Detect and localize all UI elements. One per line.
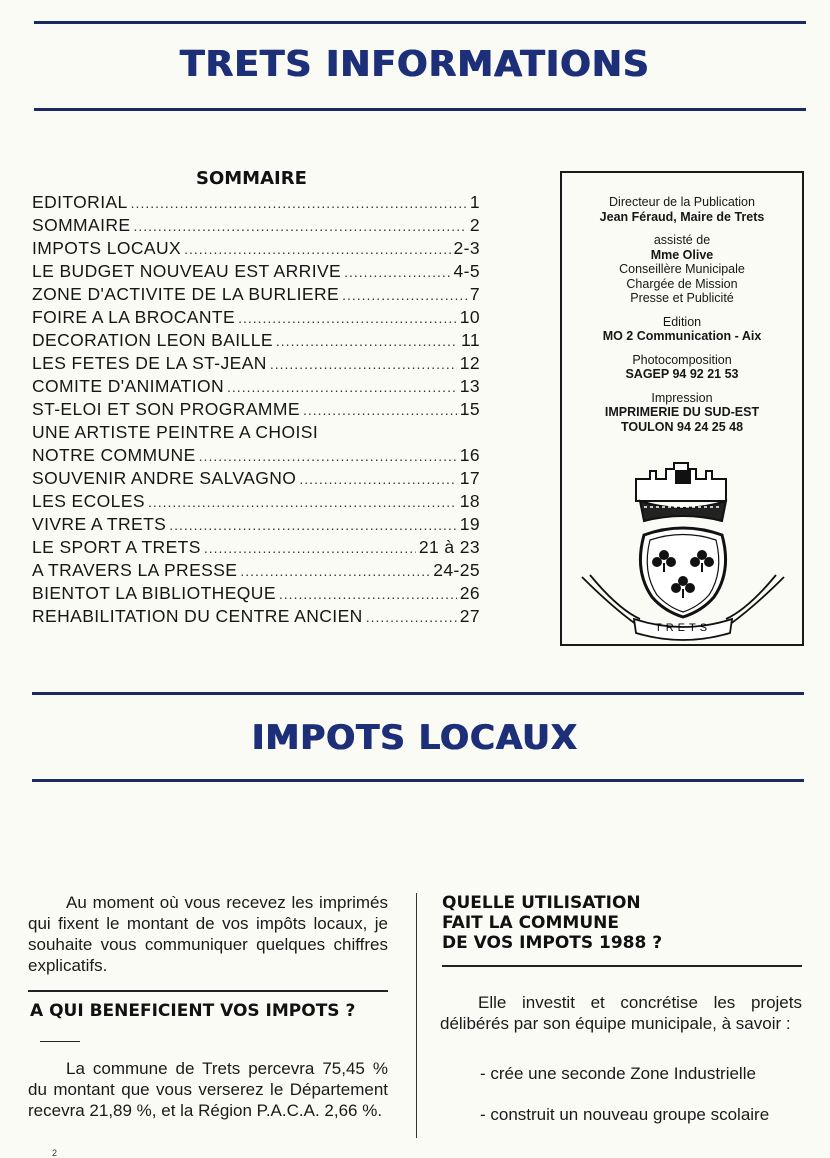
director-name: Jean Féraud, Maire de Trets <box>599 209 765 224</box>
toc-leader-dots <box>184 241 450 257</box>
toc-entry <box>32 537 480 560</box>
toc-entry-label: COMITE D'ANIMATION <box>32 376 225 396</box>
page-number: 2 <box>52 1148 58 1158</box>
right-heading-rule <box>442 965 802 967</box>
toc-entry-label: LES ECOLES <box>32 491 145 511</box>
toc-entry-label: UNE ARTISTE PEINTRE A CHOISI <box>32 422 319 442</box>
assist-role-3: Presse et Publicité <box>630 291 734 305</box>
toc-entry <box>32 261 480 284</box>
toc-entry-page: 16 <box>459 445 480 465</box>
print-label: Impression <box>651 390 713 405</box>
toc-entry <box>32 560 480 583</box>
intro-paragraph: Au moment où vous recevez les imprimés qui fixent le montant de vos impôts locaux, je souhaite vous communiquer quelques chiffres explicatifs. <box>28 893 388 975</box>
toc-entry-label: SOMMAIRE <box>32 215 131 235</box>
top-rule-lower <box>34 108 806 111</box>
toc-entry <box>32 307 480 330</box>
toc-entry-page: 10 <box>459 307 480 327</box>
table-of-contents <box>32 192 480 629</box>
toc-entry-page: 27 <box>459 606 480 626</box>
toc-entry-label: SOUVENIR ANDRE SALVAGNO <box>32 468 297 488</box>
toc-entry-label: A TRAVERS LA PRESSE <box>32 560 238 580</box>
toc-leader-dots <box>279 586 457 602</box>
photocomposition-label: Photocomposition <box>632 352 732 367</box>
section-rule-upper <box>32 692 804 695</box>
toc-entry-label: BIENTOT LA BIBLIOTHEQUE <box>32 583 276 603</box>
toc-entry-page: 21 à 23 <box>418 537 480 557</box>
assist-role-2: Chargée de Mission <box>626 276 738 291</box>
toc-leader-dots <box>227 379 457 395</box>
toc-entry-label: ST-ELOI ET SON PROGRAMME <box>32 399 300 419</box>
toc-entry-label: VIVRE A TRETS <box>32 514 167 534</box>
section-title: IMPOTS LOCAUX <box>251 718 579 758</box>
toc-entry-label: DECORATION LEON BAILLE <box>32 330 273 350</box>
toc-entry-label: FOIRE A LA BROCANTE <box>32 307 236 327</box>
masthead-title: TRETS INFORMATIONS <box>180 44 650 85</box>
toc-entry-page: 2-3 <box>453 238 480 258</box>
toc-entry-page: 18 <box>459 491 480 511</box>
toc-entry-page: 13 <box>459 376 480 396</box>
left-short-rule <box>40 1041 80 1042</box>
photocomposition-value: SAGEP 94 92 21 53 <box>625 367 739 381</box>
toc-entry-page: 11 <box>461 330 480 350</box>
town-crest-emblem <box>578 457 788 643</box>
toc-entry-page: 17 <box>459 468 480 488</box>
toc-entry-page: 4-5 <box>453 261 480 281</box>
toc-entry <box>32 399 480 422</box>
toc-entry-label: ZONE D'ACTIVITE DE LA BURLIERE <box>32 284 340 304</box>
crest-banner-text: TRETS <box>654 622 712 634</box>
toc-leader-dots <box>204 540 416 556</box>
toc-entry <box>32 284 480 307</box>
toc-leader-dots <box>299 471 456 487</box>
director-label: Directeur de la Publication <box>609 195 755 209</box>
toc-leader-dots <box>238 310 457 326</box>
toc-title: SOMMAIRE <box>196 168 307 189</box>
toc-entry-label: NOTRE COMMUNE <box>32 445 196 465</box>
toc-leader-dots <box>169 517 457 533</box>
left-heading-rule <box>28 990 388 992</box>
toc-entry-label: LES FETES DE LA ST-JEAN <box>32 353 267 373</box>
assist-role-1: Conseillère Municipale <box>619 262 745 276</box>
column-divider <box>416 893 417 1138</box>
shield-icon <box>640 528 725 617</box>
toc-leader-dots <box>199 448 457 464</box>
toc-entry-label: LE SPORT A TRETS <box>32 537 201 557</box>
print-value-2: TOULON 94 24 25 48 <box>620 419 744 434</box>
usage-bullet-2: - construit un nouveau groupe scolaire <box>480 1105 770 1124</box>
credits-box <box>560 171 804 646</box>
toc-entry <box>32 422 480 445</box>
toc-leader-dots <box>148 494 457 510</box>
toc-leader-dots <box>366 609 457 625</box>
toc-entry-page: 26 <box>459 583 480 603</box>
toc-entry <box>32 238 480 261</box>
toc-leader-dots <box>131 195 467 211</box>
toc-entry <box>32 491 480 514</box>
assist-name: Mme Olive <box>650 247 714 262</box>
toc-leader-dots <box>240 563 430 579</box>
toc-entry-label: IMPOTS LOCAUX <box>32 238 182 258</box>
toc-entry <box>32 583 480 606</box>
toc-entry <box>32 215 480 238</box>
toc-entry <box>32 468 480 491</box>
toc-entry-page: 15 <box>459 399 480 419</box>
edition-label: Edition <box>662 314 702 329</box>
toc-entry <box>32 445 480 468</box>
toc-entry-label: REHABILITATION DU CENTRE ANCIEN <box>32 606 363 626</box>
toc-leader-dots <box>270 356 457 372</box>
toc-leader-dots <box>342 287 467 303</box>
section-rule-lower <box>32 779 804 782</box>
toc-entry <box>32 353 480 376</box>
print-value-1: IMPRIMERIE DU SUD-EST <box>604 405 760 419</box>
right-heading-line-1: QUELLE UTILISATION <box>442 893 641 913</box>
toc-entry-page: 12 <box>459 353 480 373</box>
toc-leader-dots <box>344 264 450 280</box>
toc-entry-label: EDITORIAL <box>32 192 128 212</box>
toc-entry-page: 24-25 <box>433 560 480 580</box>
toc-entry-page: 1 <box>469 192 480 212</box>
toc-entry-page: 19 <box>459 514 480 534</box>
toc-entry <box>32 192 480 215</box>
usage-bullet-1: - crée une seconde Zone Industrielle <box>480 1064 756 1083</box>
right-heading-line-2: FAIT LA COMMUNE <box>442 913 619 933</box>
toc-entry <box>32 330 480 353</box>
toc-leader-dots <box>276 333 458 349</box>
right-heading-line-3: DE VOS IMPOTS 1988 ? <box>442 933 663 953</box>
assist-label: assisté de <box>653 233 711 247</box>
left-heading: A QUI BENEFICIENT VOS IMPOTS ? <box>30 1001 356 1021</box>
beneficiaries-paragraph: La commune de Trets percevra 75,45 % du montant que vous verserez le Département recevra 21,89 %, et la Région P.A.C.A. 2,66 %. <box>28 1059 388 1120</box>
edition-value: MO 2 Communication - Aix <box>602 329 762 343</box>
toc-entry-label: LE BUDGET NOUVEAU EST ARRIVE <box>32 261 342 281</box>
toc-entry-page: 7 <box>469 284 480 304</box>
mural-crown-icon <box>636 463 726 521</box>
toc-entry <box>32 514 480 537</box>
top-rule-upper <box>34 21 806 24</box>
toc-entry <box>32 376 480 399</box>
toc-entry-page: 2 <box>469 215 480 235</box>
toc-entry <box>32 606 480 629</box>
toc-leader-dots <box>133 218 466 234</box>
toc-leader-dots <box>303 402 457 418</box>
usage-paragraph: Elle investit et concrétise les projets délibérés par son équipe municipale, à savoir : <box>440 993 802 1033</box>
